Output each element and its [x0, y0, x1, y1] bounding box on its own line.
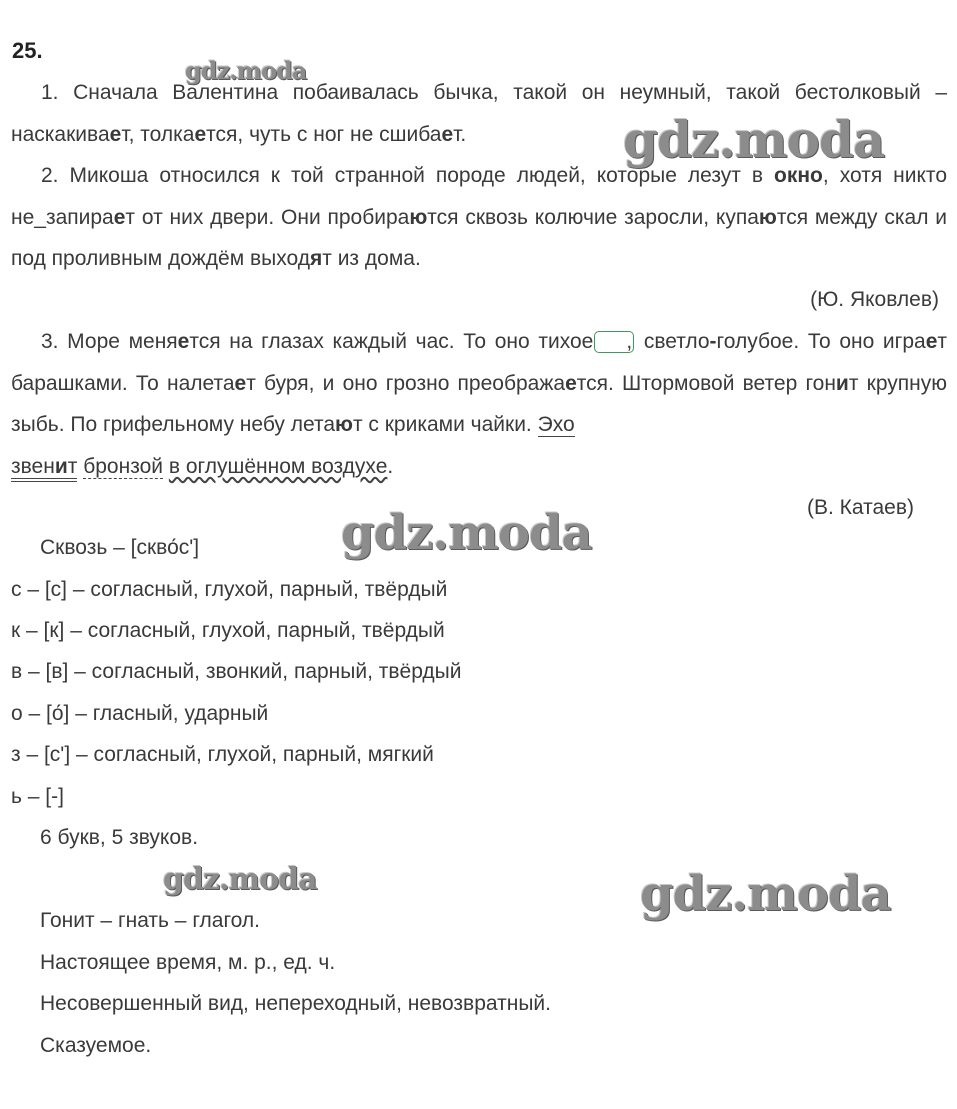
- phonetic-row: з – [с'] – согласный, глухой, парный, мягкий: [11, 743, 434, 766]
- phonetic-row: о – [о́] – гласный, ударный: [11, 702, 269, 725]
- task-number: 25.: [12, 38, 43, 63]
- ending-letter: е: [565, 371, 577, 395]
- bold-word: окно: [774, 164, 823, 187]
- author-kataev: (В. Катаев): [806, 496, 914, 519]
- phonetic-word: Сквозь – [скво́с']: [40, 536, 200, 559]
- ending-letter: е: [109, 122, 122, 146]
- ending-letter: е: [441, 122, 454, 146]
- ending-letter: е: [925, 330, 938, 353]
- phonetic-row: ь – [-]: [11, 785, 64, 808]
- adverbial-underline: в оглушённом воздухе: [168, 454, 388, 478]
- ending-letter: е: [177, 330, 190, 353]
- watermark: gdz.moda: [623, 110, 885, 169]
- phonetic-row: с – [с] – согласный, глухой, парный, твёрдый: [11, 578, 448, 601]
- watermark: gdz.moda: [341, 505, 592, 561]
- ending-letter: ю: [758, 205, 777, 229]
- watermark: gdz.moda: [185, 56, 307, 85]
- sentence-3: 3. Море меняется на глазах каждый час. То оно тихое , светло-голубое. То оно играет барашками. То налетает буря, и оно грозно преображается. Штормовой ветер гонит крупную зыбь. По грифельному небу летают с криками чайки. Эхо звенит бронзой в оглушённом воздухе.: [11, 321, 947, 487]
- hyphen-mark: -: [709, 330, 717, 353]
- object-underline: бронзой: [83, 454, 164, 478]
- ending-letter: ю: [335, 413, 353, 436]
- sentence-1: 1. Сначала Валентина побаивалась бычка, такой он неумный, такой бестолковый – наскакивает, толкается, чуть с ног не сшибает.: [11, 81, 947, 146]
- inserted-comma-mark: ,: [594, 331, 634, 353]
- ending-letter: е: [234, 371, 247, 395]
- phonetic-summary: 6 букв, 5 звуков.: [40, 826, 199, 849]
- morph-line: Настоящее время, м. р., ед. ч.: [40, 951, 336, 974]
- subject-underline: Эхо: [537, 413, 575, 436]
- ending-letter: ю: [409, 205, 428, 229]
- author-yakovlev: (Ю. Яковлев): [810, 288, 939, 311]
- predicate-underline: звенит: [11, 455, 77, 482]
- morph-line: Сказуемое.: [40, 1034, 152, 1057]
- watermark: gdz.moda: [640, 866, 891, 922]
- ending-letter: и: [835, 371, 849, 395]
- morph-line: Гонит – гнать – глагол.: [40, 909, 260, 932]
- sentence-2: 2. Микоша относился к той странной породе людей, которые лезут в окно, хотя никто не_запирает от них двери. Они пробираются сквозь колючие заросли, купаются между скал и под проливным дождём выходят из дома.: [11, 164, 947, 270]
- ending-letter: е: [194, 122, 207, 146]
- morph-line: Несовершенный вид, непереходный, невозвратный.: [40, 992, 551, 1015]
- ending-letter: е: [113, 205, 126, 229]
- phonetic-row: в – [в] – согласный, звонкий, парный, твёрдый: [11, 660, 462, 683]
- ending-letter: я: [309, 247, 323, 270]
- phonetic-row: к – [к] – согласный, глухой, парный, твёрдый: [11, 619, 445, 642]
- watermark: gdz.moda: [163, 862, 317, 897]
